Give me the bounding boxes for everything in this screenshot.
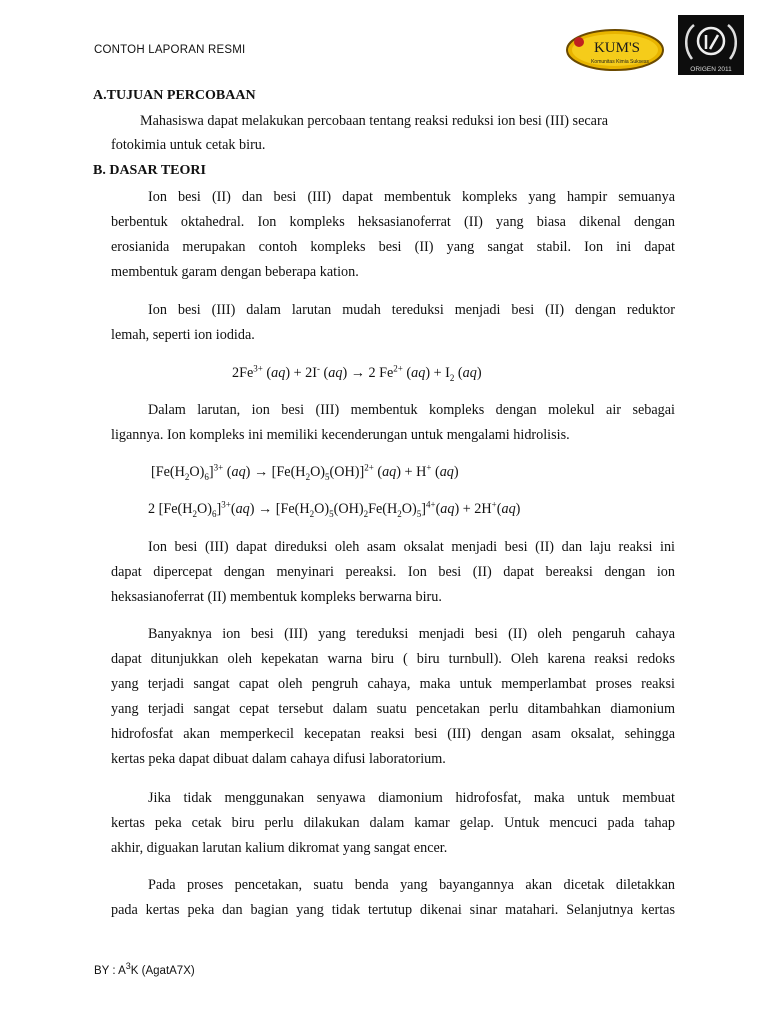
text-line: erosianida merupakan contoh kompleks besi (II) yang sangat stabil. Ion ini dapat [111, 239, 675, 255]
text-line: Jika tidak menggunakan senyawa diamonium hidrofosfat, maka untuk membuat [148, 790, 675, 806]
text-line: Pada proses pencetakan, suatu benda yang bayangannya akan dicetak diletakkan [148, 877, 675, 893]
text-line: berbentuk oktahedral. Ion kompleks heksasianoferrat (II) yang biasa dikenal dengan [111, 214, 675, 230]
text-line: dapat dipercepat dengan menyinari pereaksi. Ion besi (II) dapat bereaksi dengan ion [111, 564, 675, 580]
text-line: lemah, seperti ion iodida. [111, 327, 255, 343]
text-line: yang terjadi sangat cepat tersebut dalam suatu pencetakan perlu ditambahkan diamonium [111, 701, 675, 717]
page-footer: BY : $A^3K$ (AgatA7X) [94, 961, 195, 977]
text-line: fotokimia untuk cetak biru. [111, 137, 266, 153]
equation-3: 2 $[Fe(H_2O)_6]^{3+}(aq) \to [Fe(H_2O)_5(OH)_2Fe(H_2O)_5]^{4+}(aq) + 2H^+(aq)$ [148, 499, 521, 519]
text-line: dapat ditunjukkan oleh kepekatan warna biru ( biru turnbull). Oleh karena reaksi redoks [111, 651, 675, 667]
text-line: Banyaknya ion besi (III) yang tereduksi menjadi besi (II) oleh pengaruh cahaya [148, 626, 675, 642]
text-line: hidrofosfat akan memperkecil kecepatan reaksi besi (III) dengan asam oksalat, sehingga [111, 726, 675, 742]
section-b-title: B. DASAR TEORI [93, 163, 206, 178]
text-line: Mahasiswa dapat melakukan percobaan tentang reaksi reduksi ion besi (III) secara [140, 113, 608, 129]
arrow-icon: → [350, 365, 365, 381]
equation-1: $2Fe^{3+}$ (aq) + 2I- (aq) → 2 $Fe^{2+}$ $(aq) + I_2$ (aq) [232, 363, 482, 383]
text-line: kertas peka cetak biru perlu dilakukan dalam kamar gelap. Untuk mencuci pada tahap [111, 815, 675, 831]
text-line: pada kertas peka dan bagian yang tidak tertutup dikenai sinar matahari. Selanjutnya kertas [111, 902, 675, 918]
text-line: yang terjadi sangat capat oleh pengruh cahaya, maka untuk memperlambat proses reaksi [111, 676, 675, 692]
text-line: Dalam larutan, ion besi (III) membentuk kompleks dengan molekul air sebagai [148, 402, 675, 418]
text-line: Ion besi (III) dalam larutan mudah tereduksi menjadi besi (II) dengan reduktor [148, 302, 675, 318]
section-a-title: A.TUJUAN PERCOBAAN [93, 88, 256, 103]
text-line: kertas peka dapat dibuat dalam cahaya difusi laboratorium. [111, 751, 446, 767]
text-line: akhir, diguakan larutan kalium dikromat yang sangat encer. [111, 840, 448, 856]
origen-logo [678, 15, 744, 75]
text-line: membentuk garam dengan beberapa kation. [111, 264, 359, 280]
running-header: CONTOH LAPORAN RESMI [94, 44, 246, 56]
text-line: heksasianoferrat (II) membentuk kompleks berwarna biru. [111, 589, 442, 605]
text-line: ligannya. Ion kompleks ini memiliki kecenderungan untuk mengalami hidrolisis. [111, 427, 570, 443]
kums-logo [565, 28, 665, 72]
text-line: Ion besi (II) dan besi (III) dapat membentuk kompleks yang hampir semuanya [148, 189, 675, 205]
equation-2: $[Fe(H_2O)_6]^{3+}$ $(aq) \to [Fe(H_2O)_5(OH)]^{2+}$ (aq) + H+ (aq) [151, 462, 459, 482]
arrow-icon: → [258, 501, 273, 517]
text-line: Ion besi (III) dapat direduksi oleh asam oksalat menjadi besi (II) dan laju reaksi ini [148, 539, 675, 555]
svg-text:Komunitas Kimia Suksess: Komunitas Kimia Suksess [591, 59, 649, 65]
svg-text:ORIGEN 2011: ORIGEN 2011 [690, 66, 732, 73]
svg-text:KUM'S: KUM'S [593, 40, 641, 56]
arrow-icon: → [253, 464, 269, 480]
